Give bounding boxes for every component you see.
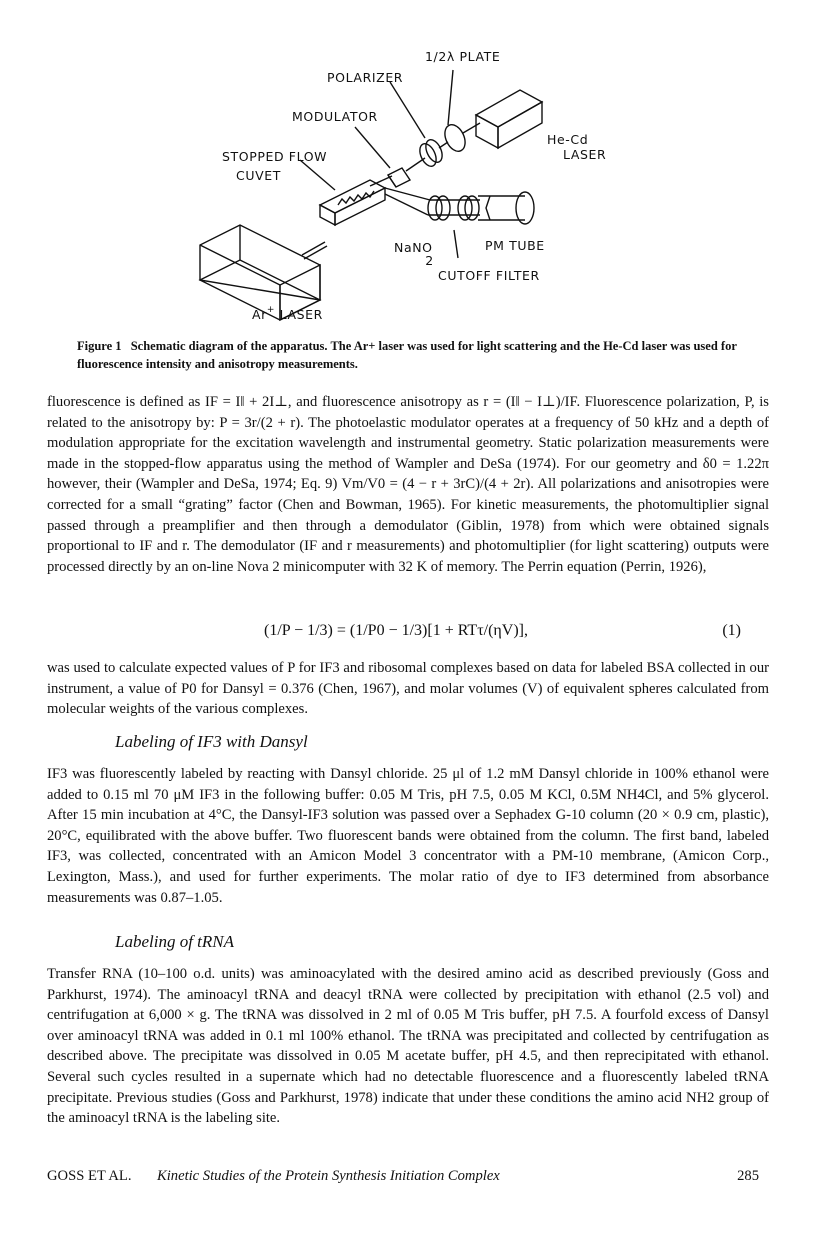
nano2-label <box>394 240 437 268</box>
equation-body: (1/P − 1/3) = (1/P0 − 1/3)[1 + RTτ/(ηV)], <box>264 622 528 639</box>
cutoff-filter-label: CUTOFF FILTER <box>438 268 540 283</box>
figure-caption-text: Schematic diagram of the apparatus. The Ar+ laser was used for light scattering and the He-Cd laser was used for fluorescence intensity and anisotropy measurements. <box>77 339 737 371</box>
cuvet-label: CUVET <box>236 168 281 183</box>
ar-label-sup: + <box>266 305 276 315</box>
ar-laser-label <box>252 305 323 322</box>
hecd-label-line1: He-Cd <box>547 132 589 147</box>
footer-authors: GOSS ET AL. <box>47 1168 132 1184</box>
footer-journal-title: Kinetic Studies of the Protein Synthesis Initiation Complex <box>157 1168 500 1184</box>
heading-labeling-trna: Labeling of tRNA <box>115 932 234 951</box>
apparatus-diagram <box>180 30 640 330</box>
paragraph-trna-labeling: Transfer RNA (10–100 o.d. units) was aminoacylated with the desired amino acid as described previously (Goss and Parkhurst, 1974). The aminoacyl tRNA and deacyl tRNA were collected by precipitation with ethanol (2.5 vol) and centrifugation at 6,000 × g. The tRNA was dissolved in 2 ml of 0.05 M Tris buffer, pH 7.5. A fourfold excess of Dansyl over aminoacyl tRNA was added in 0.1 ml 100% ethanol. The tRNA was precipitated and collected by centrifugation as described above. The precipitate was dissolved in 0.05 M acetate buffer, pH 4.5, and then reprecipitated with ethanol. Several such cycles resulted in a supernate which had no detectable fluorescence and a fluorescently labeled tRNA precipitate. Previous studies (Goss and Parkhurst, 1978) indicate that under these conditions the amino acid NH2 group of the aminoacyl tRNA is the labeling site. <box>47 966 769 1127</box>
paragraph-if3-labeling: IF3 was fluorescently labeled by reacting with Dansyl chloride. 25 μl of 1.2 mM Dansyl chloride in 100% ethanol were added to 0.15 ml 70 μM IF3 in the following buffer: 0.05 M Tris, pH 7.5, 0.05 M KCl, 0.5M NH4Cl, and 5% glycerol. After 15 min incubation at 4°C, the Dansyl-IF3 solution was passed over a Sephadex G-10 column (20 × 0.9 cm, plastic), 20°C, equilibrated with the above buffer. Two fluorescent bands were obtained from the column. The first band, labeled IF3, was collected, concentrated with an Amicon Model 3 concentrator with a PM-10 membrane, (Amicon Corp., Lexington, Mass.), and used for further experiments. The molar ratio of dye to IF3 determined from absorbance measurements was 0.87–1.05. <box>47 766 769 906</box>
nano2-label-sub: 2 <box>425 253 434 268</box>
perrin-equation <box>47 622 769 646</box>
half-wave-label: 1/2λ PLATE <box>425 49 501 64</box>
modulator-label: MODULATOR <box>292 109 378 124</box>
stopped-flow-label: STOPPED FLOW <box>222 149 328 164</box>
heading-labeling-if3: Labeling of IF3 with Dansyl <box>115 732 308 751</box>
ar-label-tail: LASER <box>275 307 323 322</box>
pm-tube-label: PM TUBE <box>485 238 545 253</box>
paragraph-perrin: was used to calculate expected values of P for IF3 and ribosomal complexes based on data for labeled BSA collected in our instrument, a value of P0 for Dansyl = 0.376 (Chen, 1967), and molar volumes (V) of equivalent spheres calculated from molecular weights of the various complexes. <box>47 660 769 718</box>
paragraph-fluorescence: fluorescence is defined as IF = I‖ + 2I⊥, and fluorescence anisotropy as r = (I‖ − I⊥)/IF. Fluorescence polarization, P, is related to the anisotropy by: P = 3r/(2 + r). The photoelastic modulator operates at a frequency of 50 kHz and a depth of modulation appropriate for the excitation wavelength and instrumental geometry. Static polarization measurements were made in the stopped-flow apparatus using the method of Wampler and DeSa (1974). For our geometry and δ0 = 1.22π however, their (Wampler and DeSa, 1974; Eq. 9) Vm/V0 = (4 − r + 3rC)/(4 + 2r). All polarizations and anisotropies were corrected for a small “grating” factor (Chen and Bowman, 1965). For kinetic measurements, the photomultiplier signal passed through a preamplifier and then through a demodulator (Giblin, 1978) from which were obtained signals proportional to IF and r. The demodulator (IF and r measurements) and photomultiplier (for light scattering) outputs were processed directly by an on-line Nova 2 minicomputer with 32 K of memory. The Perrin equation (Perrin, 1926), <box>47 394 769 575</box>
polarizer-label: POLARIZER <box>327 70 404 85</box>
figure-caption <box>77 337 742 373</box>
page-number: 285 <box>737 1168 759 1184</box>
nano2-label-text: NaNO <box>394 240 433 255</box>
hecd-label-line2: LASER <box>563 147 607 162</box>
pm-tube <box>516 192 534 224</box>
half-wave-plate <box>441 122 469 155</box>
figure-number: Figure 1 <box>77 339 122 353</box>
equation-number: (1) <box>722 622 741 639</box>
ar-label-text: Ar <box>252 307 267 322</box>
